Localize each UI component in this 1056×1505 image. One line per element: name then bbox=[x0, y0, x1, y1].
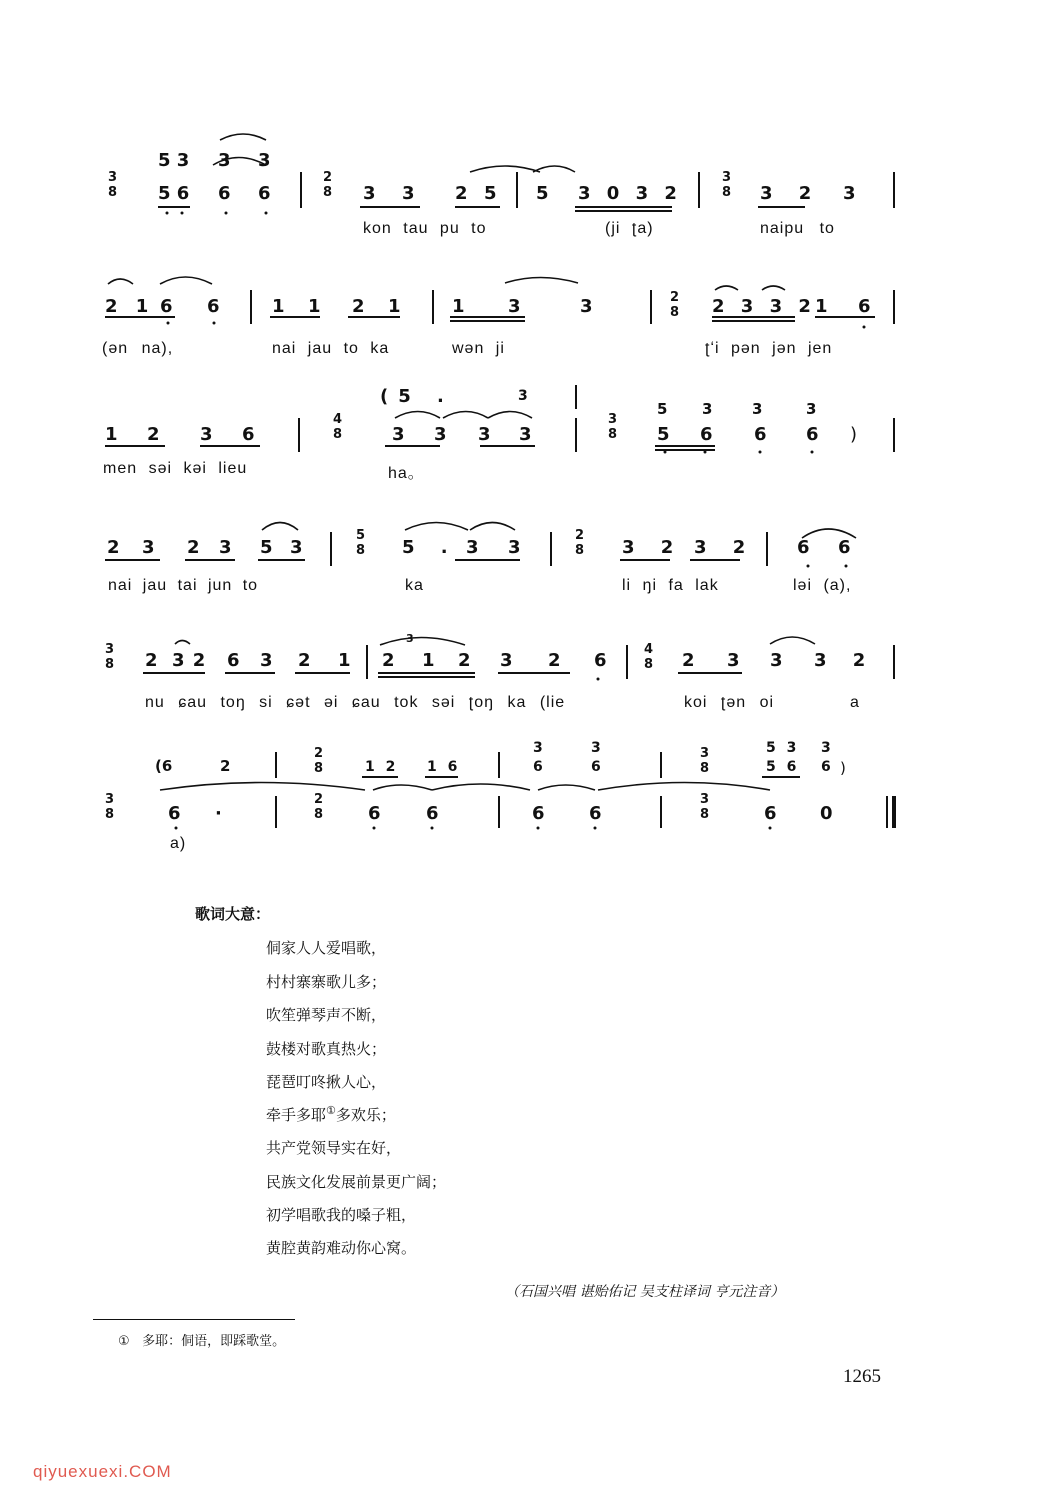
note: 3 bbox=[218, 150, 231, 171]
bar-line bbox=[366, 645, 368, 679]
note: 3 bbox=[478, 424, 491, 445]
lyric: ka bbox=[405, 577, 424, 594]
note: 2 bbox=[187, 537, 200, 558]
footnote-rule bbox=[93, 1319, 295, 1320]
note: 2 bbox=[382, 650, 395, 671]
note: 6 bbox=[806, 424, 819, 445]
lyric: ləi (a), bbox=[793, 577, 852, 594]
note: 3 2 bbox=[814, 650, 876, 671]
time-signature: 3 8 bbox=[105, 792, 115, 822]
note: 3 bbox=[363, 183, 376, 204]
note: 3 bbox=[752, 400, 763, 418]
time-signature: 3 8 bbox=[722, 170, 732, 200]
lyric: ʈʻi pən jən jen bbox=[705, 340, 833, 357]
bar-line bbox=[498, 752, 500, 778]
note: 3 bbox=[806, 400, 817, 418]
note: 0 bbox=[820, 803, 833, 824]
bar-line bbox=[432, 290, 434, 324]
bar-line bbox=[275, 752, 277, 778]
lyrics-line: 村村寨寨歌儿多； bbox=[266, 973, 387, 991]
bar-line bbox=[626, 645, 628, 679]
lyrics-meaning-heading: 歌词大意： bbox=[195, 905, 271, 923]
note: 3 bbox=[702, 400, 713, 418]
note: · bbox=[215, 803, 222, 824]
bar-line bbox=[330, 532, 332, 566]
note: 2 bbox=[147, 424, 160, 445]
note: 6 bbox=[591, 759, 601, 775]
lyric: nu ɕau toŋ si ɕət əi ɕau tok səi ʈoŋ ka (lie bbox=[145, 694, 566, 711]
lyrics-line: 民族文化发展前景更广阔； bbox=[266, 1173, 447, 1191]
lyric: a) bbox=[170, 835, 187, 852]
note: 5 bbox=[536, 183, 549, 204]
lyrics-line: 鼓楼对歌真热火； bbox=[266, 1040, 387, 1058]
bar-line bbox=[660, 752, 662, 778]
bar-line bbox=[698, 172, 700, 208]
lyrics-line: 吹笙弹琴声不断， bbox=[266, 1006, 387, 1024]
note: ) bbox=[850, 424, 858, 445]
note: 3 bbox=[290, 537, 303, 558]
note: 3 bbox=[200, 424, 213, 445]
time-signature: 3 8 bbox=[608, 412, 618, 442]
note: 3 bbox=[727, 650, 740, 671]
site-watermark: qiyuexuexi.COM bbox=[33, 1462, 172, 1481]
time-signature: 2 8 bbox=[670, 290, 680, 320]
note: 2 bbox=[107, 537, 120, 558]
note: 3 bbox=[518, 388, 528, 404]
note: 2 bbox=[352, 296, 365, 317]
note: (5 . bbox=[380, 386, 454, 407]
note: 6 bbox=[218, 183, 231, 204]
note: 3 bbox=[843, 183, 856, 204]
lyrics-line: 琵琶叮咚揪人心， bbox=[266, 1073, 387, 1091]
note: 6 bbox=[426, 803, 439, 824]
note: 2 bbox=[458, 650, 471, 671]
note: 3 bbox=[392, 424, 405, 445]
bar-line bbox=[300, 172, 302, 208]
bar-line bbox=[893, 418, 895, 452]
note: ) bbox=[840, 759, 846, 777]
note: 2 3 3 2 bbox=[712, 296, 816, 317]
note: 1 bbox=[338, 650, 351, 671]
note: 3 bbox=[402, 183, 415, 204]
note: 6 bbox=[533, 759, 543, 775]
note: 1 bbox=[105, 424, 118, 445]
note: 2 1 bbox=[105, 296, 155, 317]
note: 6 bbox=[368, 803, 381, 824]
bar-line bbox=[893, 645, 895, 679]
note: 3 2 bbox=[622, 537, 684, 558]
note: 3 bbox=[219, 537, 232, 558]
note: 3 0 3 2 bbox=[578, 183, 682, 204]
tuplet-mark: 3 bbox=[406, 632, 414, 645]
note: 3 bbox=[508, 537, 521, 558]
lyric: (ji ʈa) bbox=[605, 220, 654, 237]
time-signature: 3 8 bbox=[105, 642, 115, 672]
note: 6 bbox=[258, 183, 271, 204]
lyric: koi ʈən oi bbox=[684, 694, 775, 711]
time-signature: 4 8 bbox=[333, 412, 343, 442]
note: 5 . bbox=[402, 537, 458, 558]
time-signature: 4 8 bbox=[644, 642, 654, 672]
note: 3 bbox=[821, 740, 831, 756]
note: 1 bbox=[422, 650, 435, 671]
time-signature: 2 8 bbox=[323, 170, 333, 200]
note: 3 bbox=[519, 424, 532, 445]
bar-line bbox=[650, 290, 652, 324]
note: 5 bbox=[260, 537, 273, 558]
bar-line bbox=[498, 796, 500, 828]
note: 3 2 bbox=[694, 537, 756, 558]
lyric: (ən na), bbox=[102, 340, 174, 357]
note: 6 bbox=[754, 424, 767, 445]
note: 2 bbox=[145, 650, 158, 671]
time-signature: 3 8 bbox=[700, 792, 710, 822]
credits: （石国兴唱 谌贻佑记 吴支柱译词 亨元注音） bbox=[505, 1284, 785, 1300]
note: 3 bbox=[258, 150, 271, 171]
bar-line bbox=[575, 385, 577, 409]
note: 3 bbox=[508, 296, 521, 317]
note: 6 bbox=[858, 296, 871, 317]
footnote-ref: ① bbox=[326, 1104, 336, 1117]
note: 2 bbox=[298, 650, 311, 671]
lyric: wən ji bbox=[452, 340, 505, 357]
final-bar-line bbox=[886, 796, 888, 828]
note: 6 bbox=[700, 424, 713, 445]
note: 5 3 bbox=[158, 150, 190, 171]
bar-line bbox=[298, 418, 300, 452]
note: 5 bbox=[657, 424, 670, 445]
note: 5 bbox=[484, 183, 497, 204]
note: (6 bbox=[155, 757, 173, 775]
note: 3 bbox=[580, 296, 593, 317]
note: 6 bbox=[160, 296, 173, 317]
bar-line bbox=[550, 532, 552, 566]
bar-line bbox=[575, 418, 577, 452]
time-signature: 2 8 bbox=[575, 528, 585, 558]
lyric: li ŋi fa lak bbox=[622, 577, 719, 594]
time-signature: 5 8 bbox=[356, 528, 366, 558]
note: 3 bbox=[500, 650, 513, 671]
bar-line bbox=[660, 796, 662, 828]
note: 6 bbox=[797, 537, 810, 558]
note: 6 bbox=[838, 537, 851, 558]
lyric: naipu to bbox=[760, 220, 835, 237]
footnote: ① 多耶：侗语，即踩歌堂。 bbox=[118, 1334, 286, 1349]
note: 6 bbox=[242, 424, 255, 445]
lyric: nai jau to ka bbox=[272, 340, 390, 357]
note: 5 6 bbox=[766, 759, 800, 775]
note: 2 bbox=[682, 650, 695, 671]
bar-line bbox=[893, 172, 895, 208]
page-number: 1265 bbox=[843, 1366, 881, 1387]
lyric: kon tau pu to bbox=[363, 220, 487, 237]
note: 1 bbox=[272, 296, 285, 317]
bar-line bbox=[250, 290, 252, 324]
note: 5 bbox=[657, 400, 668, 418]
final-bar-line bbox=[892, 796, 896, 828]
note: 3 bbox=[533, 740, 543, 756]
note: 1 2 bbox=[365, 759, 399, 775]
note: 3 2 bbox=[760, 183, 822, 204]
bar-line bbox=[893, 290, 895, 324]
lyrics-line: 牵手多耶①多欢乐； bbox=[266, 1104, 396, 1124]
note: 2 bbox=[455, 183, 468, 204]
note: 6 bbox=[764, 803, 777, 824]
note: 6 bbox=[207, 296, 220, 317]
time-signature: 3 8 bbox=[108, 170, 118, 200]
note: 3 2 bbox=[172, 650, 207, 671]
note: 3 bbox=[466, 537, 479, 558]
note: 3 bbox=[260, 650, 273, 671]
lyrics-line: 初学唱歌我的嗓子粗， bbox=[266, 1206, 417, 1224]
note: 6 bbox=[532, 803, 545, 824]
note: 1 bbox=[308, 296, 321, 317]
note: 3 bbox=[770, 650, 783, 671]
lyric: men səi kəi lieu bbox=[103, 460, 248, 477]
note: 2 bbox=[548, 650, 561, 671]
note: 5 3 bbox=[766, 740, 800, 756]
lyric: a bbox=[850, 694, 860, 711]
bar-line bbox=[275, 796, 277, 828]
note: 3 bbox=[591, 740, 601, 756]
note: 3 bbox=[142, 537, 155, 558]
note: 1 bbox=[388, 296, 401, 317]
lyrics-line: 侗家人人爱唱歌， bbox=[266, 939, 387, 957]
note: 1 bbox=[452, 296, 465, 317]
bar-line bbox=[766, 532, 768, 566]
note: 5 6 bbox=[158, 183, 190, 204]
note: 1 6 bbox=[427, 759, 461, 775]
lyric: nai jau tai jun to bbox=[108, 577, 259, 594]
lyrics-line: 黄腔黄韵难动你心窝。 bbox=[266, 1239, 417, 1257]
note: 6 bbox=[594, 650, 607, 671]
note: 2 bbox=[220, 757, 231, 775]
note: 1 bbox=[815, 296, 828, 317]
note: 3 bbox=[434, 424, 447, 445]
lyrics-line: 共产党领导实在好， bbox=[266, 1139, 402, 1157]
time-signature: 2 8 bbox=[314, 746, 324, 776]
time-signature: 3 8 bbox=[700, 746, 710, 776]
time-signature: 2 8 bbox=[314, 792, 324, 822]
note: 6 bbox=[168, 803, 181, 824]
note: 6 bbox=[227, 650, 240, 671]
lyric: ha。 bbox=[388, 465, 425, 482]
note: 6 bbox=[589, 803, 602, 824]
note: 6 bbox=[821, 759, 831, 775]
bar-line bbox=[516, 172, 518, 208]
